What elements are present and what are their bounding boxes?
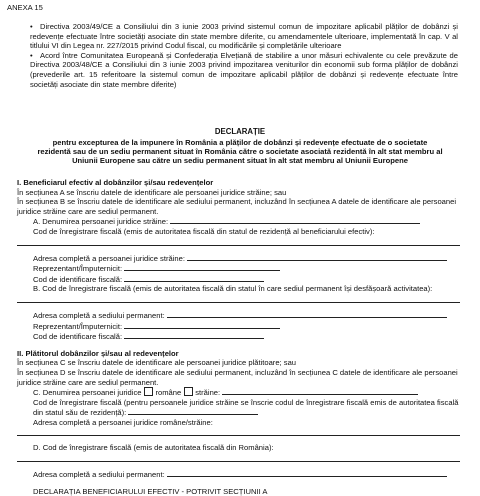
bullet-icon: •	[30, 22, 33, 31]
field-a-id-label: Cod de identificare fiscală:	[33, 274, 123, 284]
field-a-code-input[interactable]	[17, 237, 460, 246]
field-b-id-input[interactable]	[124, 331, 264, 339]
field-b-code-label: B. Cod de înregistrare fiscală (emis de autoritatea fiscală din statul în care sediul permanent își desfășoară activitatea):	[33, 284, 433, 294]
annex-label: ANEXA 15	[7, 3, 43, 12]
field-d-address-row	[17, 469, 464, 480]
field-a-address-row	[17, 253, 464, 264]
field-d-address-label: Adresa completă a sediului permanent:	[33, 470, 165, 480]
field-b-id-label: Cod de identificare fiscală:	[33, 332, 123, 342]
field-b-address-input[interactable]	[167, 310, 447, 318]
field-a-rep-row	[17, 263, 464, 274]
field-a-code-label: Cod de înregistrare fiscală (emis de autoritatea fiscală din statul de rezidență al beneficiarului efectiv):	[33, 226, 375, 236]
field-c-name-input[interactable]	[222, 387, 418, 395]
bullet-icon: •	[30, 50, 33, 60]
field-a-name-label: A. Denumirea persoanei juridice străine:	[33, 217, 169, 227]
field-c-name-row	[17, 387, 464, 398]
legal-basis-item	[30, 22, 458, 51]
checkbox-romanian[interactable]	[144, 387, 153, 396]
field-c-code-label	[17, 398, 464, 418]
checkbox-romanian-label: române	[155, 388, 182, 398]
section-1-note-a: În secțiunea A se înscriu datele de identificare ale persoanei juridice străine; sau	[17, 187, 287, 197]
declaration-subtitle: pentru excepturea de la impunere în România a plăților de dobânzi și redevențe efectuate de o societate rezidentă sau de un sediu permanent situat în România către o societate asociată rezidentă în alt stat membru al Uniunii Europene sau către un sediu permanent situat în alt stat membru al Uniunii Europene	[37, 137, 443, 166]
beneficiary-declaration-heading: DECLARAȚIA BENEFICIARULUI EFECTIV - POTRIVIT SECȚIUNII A	[33, 486, 268, 496]
declaration-title: DECLARAȚIE	[214, 127, 266, 136]
legal-basis-list	[30, 22, 458, 89]
field-a-name-row	[17, 216, 464, 227]
field-d-address-input[interactable]	[167, 469, 447, 477]
field-c-code-input[interactable]	[128, 407, 258, 415]
field-c-name-label: C. Denumirea persoanei juridice	[33, 388, 142, 398]
checkbox-foreign[interactable]	[184, 387, 193, 396]
field-c-address-input[interactable]	[17, 427, 460, 436]
field-a-rep-label: Reprezentant/Împuternicit:	[33, 264, 123, 274]
field-b-rep-input[interactable]	[124, 321, 280, 329]
field-d-code-input[interactable]	[17, 453, 460, 462]
field-d-code-label: D. Cod de înregistrare fiscală (emis de autoritatea fiscală din România):	[33, 443, 274, 453]
section-2-note-c: În secțiunea C se înscriu datele de identificare ale persoanei juridice plătitoare; sau	[17, 358, 297, 368]
form-body	[17, 178, 464, 496]
field-c-address-label: Adresa completă a persoanei juridice române/străine:	[33, 417, 213, 427]
field-b-code-input[interactable]	[17, 294, 460, 303]
declaration-heading	[0, 127, 480, 166]
field-a-address-input[interactable]	[187, 253, 447, 261]
legal-basis-text: Directiva 2003/49/CE a Consiliului din 3 iunie 2003 privind sistemul comun de impozitare aplicabil plăților de dobânzi și redevențe efectuate între societăți asociate din state membre diferite, cu amendamentele ulterioare, implementată în cap. V al titlului VI din Legea nr. 227/2015 privind Codul fiscal, cu modificările și completările ulterioare	[30, 22, 458, 51]
field-a-id-input[interactable]	[124, 274, 264, 282]
section-2-heading: II. Plătitorul dobânzilor și/sau al redevențelor	[17, 348, 179, 358]
field-b-address-label: Adresa completă a sediului permanent:	[33, 310, 165, 320]
field-b-address-row	[17, 310, 464, 321]
field-b-rep-row	[17, 321, 464, 332]
legal-basis-text: Acord între Comunitatea Europeană și Confederația Elvețiană de stabilire a unor măsuri echivalente cu cele prevăzute de Directiva 2003/48/CE a Consiliului din 3 iunie 2003 privind impozitarea veniturilor din economii sub forma plăților de dobânzi (prevederile art. 15 referitoare la sistemul comun de impozitare aplicabil plăților de dobânzi și redevențe efectuate între societăți asociate din state membre diferite)	[30, 50, 458, 89]
field-a-id-row	[17, 274, 464, 285]
field-a-name-input[interactable]	[170, 216, 420, 224]
field-b-id-row	[17, 331, 464, 342]
field-a-address-label: Adresa completă a persoanei juridice străine:	[33, 253, 185, 263]
field-b-rep-label: Reprezentant/Împuternicit:	[33, 321, 123, 331]
field-a-rep-input[interactable]	[124, 263, 280, 271]
section-1-heading: I. Beneficiarul efectiv al dobânzilor și/sau redevențelor	[17, 178, 214, 187]
checkbox-foreign-label: străine:	[195, 388, 221, 398]
section-2-note-d: În secțiunea D se înscriu datele de identificare ale sediului permanent, incluzând în secțiunea C datele de identificare ale persoanei juridice străine care are sediul permanent.	[17, 367, 458, 387]
legal-basis-item	[30, 51, 458, 89]
field-c-code-text: Cod de înregistrare fiscală (pentru persoanele juridice străine se înscrie codul de înregistrare fiscală emis de autoritatea fiscală din statul său de rezidență):	[33, 397, 459, 418]
section-1-note-b: În secțiunea B se înscriu datele de identificare ale sediului permanent, incluzând în secțiunea A datele de identificare ale persoanei juridice străine care are sediul permanent.	[17, 197, 457, 216]
